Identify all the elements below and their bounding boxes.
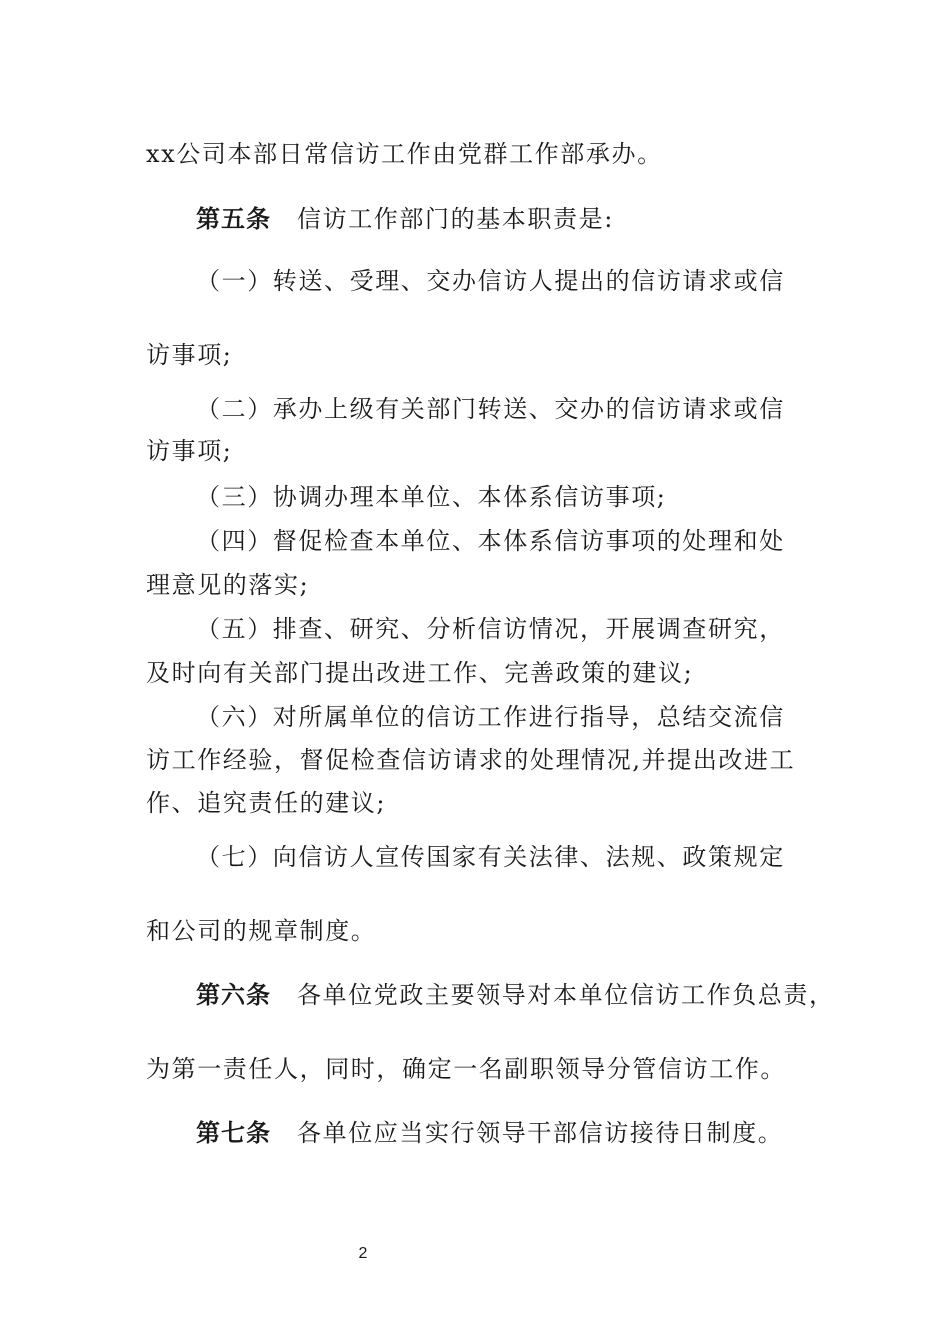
article-text: 信访工作部门的基本职责是:	[297, 205, 614, 233]
text-line: 及时向有关部门提出改进工作、完善政策的建议;	[146, 659, 694, 687]
text-line: 为第一责任人，同时，确定一名副职领导分管信访工作。	[146, 1055, 786, 1083]
article-6	[196, 980, 876, 1010]
text-line: （七）向信访人宣传国家有关法律、法规、政策规定	[196, 843, 785, 871]
page-number: 2	[358, 1245, 368, 1262]
text-line: （一）转送、受理、交办信访人提出的信访请求或信	[196, 267, 785, 295]
article-7	[196, 1118, 876, 1148]
article-heading: 第六条	[196, 981, 271, 1009]
text-line: 访工作经验，督促检查信访请求的处理情况,并提出改进工	[146, 746, 796, 774]
text-line: 访事项;	[146, 341, 233, 369]
text-line: xx公司本部日常信访工作由党群工作部承办。	[146, 140, 663, 168]
text-line: 访事项;	[146, 437, 233, 465]
article-heading: 第五条	[196, 205, 271, 233]
text-line: （四）督促检查本单位、本体系信访事项的处理和处	[196, 527, 785, 555]
text-line: 和公司的规章制度。	[146, 917, 377, 945]
text-line: （五）排查、研究、分析信访情况，开展调查研究，	[196, 615, 785, 643]
article-text: 各单位党政主要领导对本单位信访工作负总责，	[297, 981, 835, 1009]
article-5	[196, 204, 876, 234]
text-line: （二）承办上级有关部门转送、交办的信访请求或信	[196, 395, 785, 423]
article-text: 各单位应当实行领导干部信访接待日制度。	[297, 1119, 784, 1147]
text-line: 理意见的落实;	[146, 571, 310, 599]
text-line: （三）协调办理本单位、本体系信访事项;	[196, 483, 667, 511]
article-heading: 第七条	[196, 1119, 271, 1147]
text-line: 作、追究责任的建议;	[146, 789, 387, 817]
text-line: （六）对所属单位的信访工作进行指导，总结交流信	[196, 703, 785, 731]
